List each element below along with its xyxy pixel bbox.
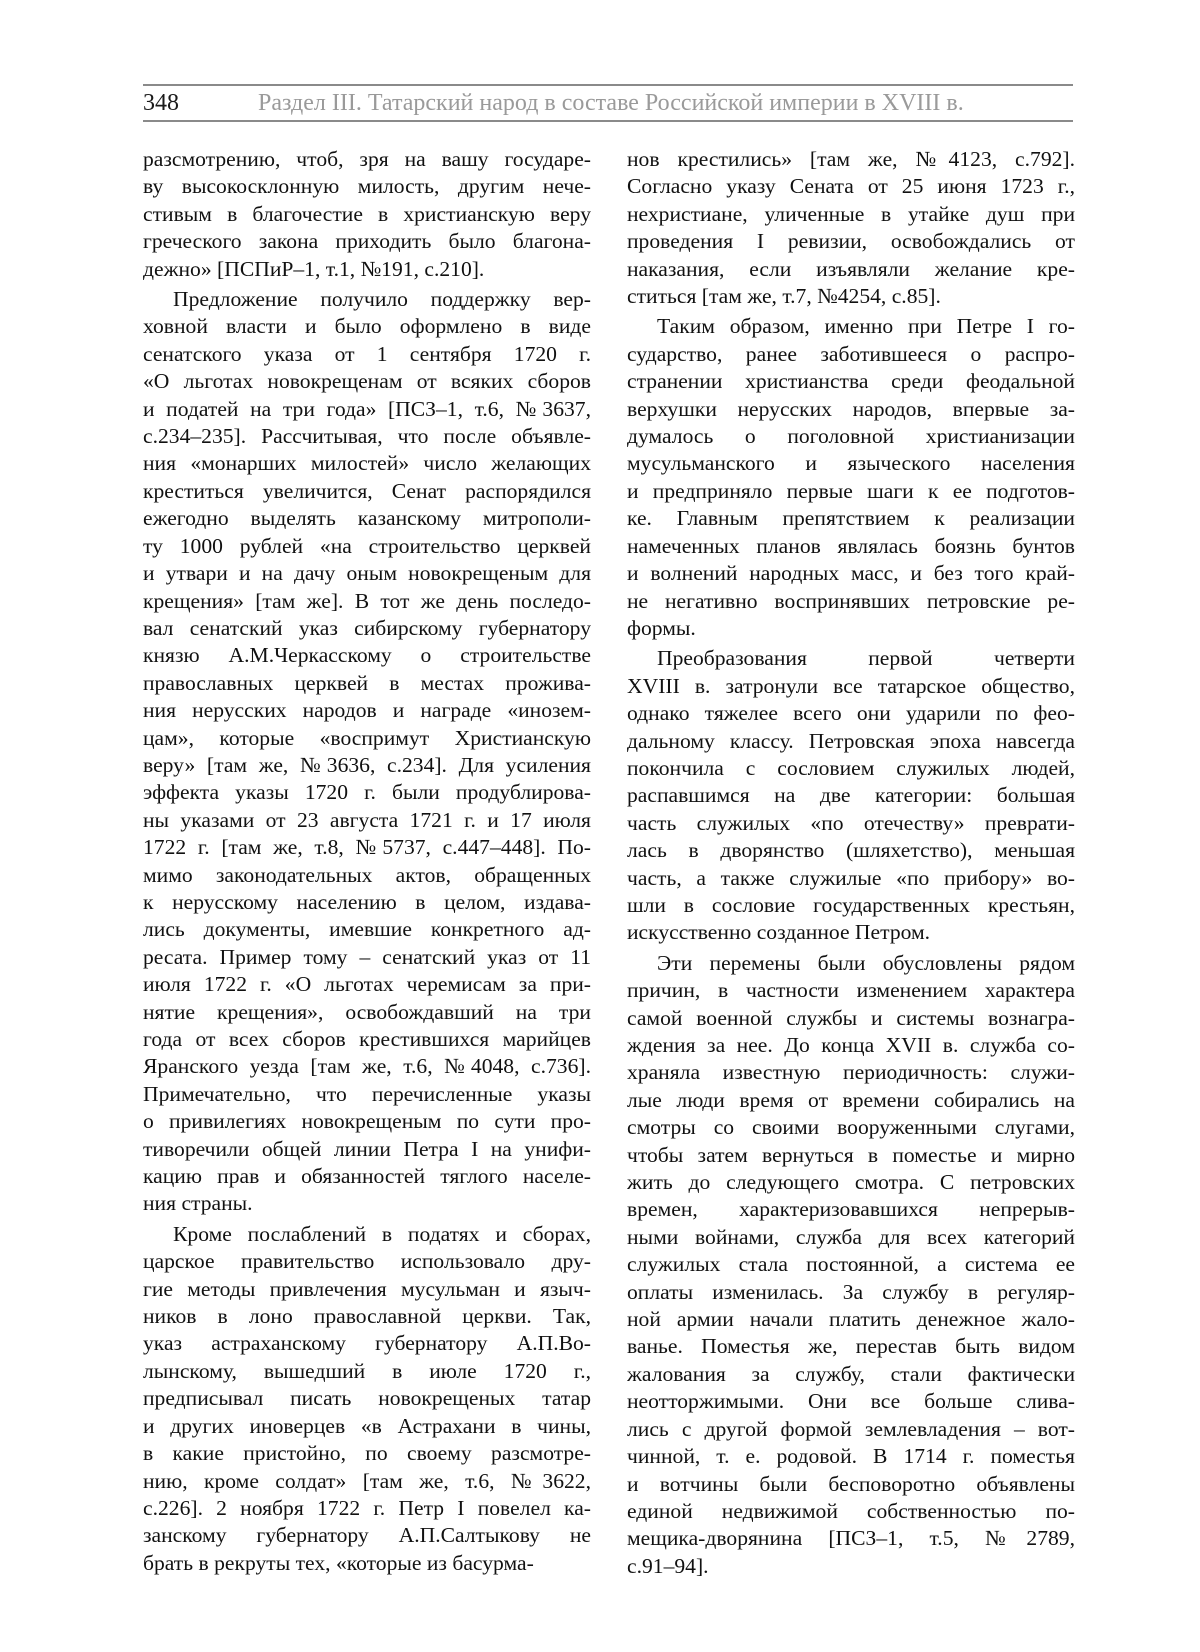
text-line: самой военной службы и системы вознагра-: [627, 1005, 1075, 1030]
text-line: эффекта указы 1720 г. были продублирова-: [143, 780, 591, 805]
text-line: ников в лоно православной церкви. Так,: [143, 1304, 591, 1329]
text-line: предписывал писать новокрещеных татар: [143, 1386, 591, 1411]
text-line: греческого закона приходить было благона-: [143, 229, 591, 254]
text-line: с.234–235]. Рассчитывая, что после объявле-: [143, 424, 591, 449]
running-header: [143, 84, 1073, 122]
text-line: ховной власти и было оформлено в виде: [143, 314, 591, 339]
text-line: с.226]. 2 ноября 1722 г. Петр I повелел ка-: [143, 1495, 591, 1520]
text-line: ными войнами, служба для всех категорий: [627, 1224, 1075, 1249]
text-line: ке. Главным препятствием к реализации: [627, 506, 1075, 531]
text-line: причин, в частности изменением характера: [627, 978, 1075, 1003]
text-line: дежно» [ПСПиР–1, т.1, №191, с.210].: [143, 256, 485, 281]
text-line: вал сенатский указ сибирскому губернатору: [143, 615, 591, 640]
paragraph: [627, 645, 1075, 946]
text-line: ния «монарших милостей» число желающих: [143, 451, 591, 476]
text-line: единой недвижимой собственностью по-: [627, 1498, 1075, 1523]
text-line: жалования за службу, стали фактически: [627, 1361, 1075, 1386]
text-line: проведения I ревизии, освобождались от: [627, 229, 1075, 254]
text-line: Яранского уезда [там же, т.6, №4048, с.736].: [143, 1054, 591, 1079]
text-line: ститься [там же, т.7, №4254, с.85].: [627, 284, 941, 309]
text-line: к нерусскому населению в целом, издава-: [143, 889, 591, 914]
text-line: ны указами от 23 августа 1721 г. и 17 июля: [143, 807, 591, 832]
text-line: нов крестились» [там же, №4123, с.792].: [627, 147, 1075, 171]
text-line: 1722 г. [там же, т.8, №5737, с.447–448]. По-: [143, 835, 591, 860]
text-line: верхушки нерусских народов, впервые за-: [627, 396, 1075, 421]
text-line: указ астраханскому губернатору А.П.Во-: [143, 1331, 591, 1356]
text-line: думалось о поголовной христианизации: [627, 424, 1075, 449]
running-title: Раздел III. Татарский народ в составе Российской империи в XVIII в.: [258, 90, 964, 116]
text-line: лые люди время от времени собирались на: [627, 1087, 1075, 1112]
text-line: дальному классу. Петровская эпоха навсегда: [627, 728, 1075, 753]
paragraph: [627, 950, 1075, 1580]
text-line: XVIII в. затронули все татарское общество,: [627, 673, 1075, 698]
text-line: ту 1000 рублей «на строительство церквей: [143, 533, 591, 558]
text-line: «О льготах новокрещенам от всяких сборов: [143, 369, 591, 394]
paragraph: [627, 146, 1075, 310]
text-line: года от всех сборов крестившихся марийцев: [143, 1027, 591, 1051]
text-line: крещения» [там же]. В тот же день последо-: [143, 588, 591, 613]
text-line: ния страны.: [143, 1191, 253, 1216]
text-line: лись с другой формой землевладения – вот-: [627, 1416, 1075, 1441]
text-line: в какие пристойно, по своему разсмотре-: [143, 1441, 591, 1466]
text-line: ной армии начали платить денежное жало-: [627, 1307, 1075, 1332]
text-line: июля 1722 г. «О льготах черемисам за при-: [143, 972, 591, 997]
text-line: гие методы привлечения мусульман и языч-: [143, 1276, 591, 1301]
text-line: Примечательно, что перечисленные указы: [143, 1081, 591, 1106]
text-line: ежегодно выделять казанскому митрополи-: [143, 506, 591, 531]
text-line: лынскому, вышедший в июле 1720 г.,: [143, 1358, 591, 1383]
text-line: смотры со своими вооруженными слугами,: [627, 1115, 1075, 1140]
text-line: тиворечили общей линии Петра I на унифи-: [143, 1136, 591, 1161]
text-line: Предложение получило поддержку вер-: [173, 287, 591, 312]
text-line: и предприняло первые шаги к ее подготов-: [627, 478, 1075, 503]
text-line: ванье. Поместья же, перестав быть видом: [627, 1334, 1075, 1359]
text-line: и других иноверцев «в Астрахани в чины,: [143, 1413, 591, 1438]
text-line: нию, кроме солдат» [там же, т.6, №3622,: [143, 1468, 591, 1493]
text-line: часть, а также служилые «по прибору» во-: [627, 865, 1075, 890]
text-line: разсмотрению, чтоб, зря на вашу государе-: [143, 147, 591, 171]
text-line: ждения за нее. До конца XVII в. служба со-: [627, 1033, 1075, 1057]
text-line: мусульманского и языческого населения: [627, 451, 1075, 476]
text-line: мещика-дворянина [ПСЗ–1, т.5, №2789,: [627, 1526, 1075, 1551]
text-line: православных церквей в местах прожива-: [143, 670, 591, 695]
paragraph: [143, 1221, 591, 1577]
text-line: служилых стала постоянной, а система ее: [627, 1252, 1075, 1277]
paragraph: [143, 286, 591, 1218]
text-line: сенатского указа от 1 сентября 1720 г.: [143, 341, 591, 366]
right-text-column: [627, 146, 1075, 1580]
text-line: Согласно указу Сената от 25 июня 1723 г.,: [627, 174, 1075, 199]
text-line: чтобы затем вернуться в поместье и мирно: [627, 1142, 1075, 1167]
text-line: распавшимся на две категории: большая: [627, 783, 1075, 808]
text-line: лись документы, имевшие конкретного ад-: [143, 917, 591, 942]
text-line: искусственно созданное Петром.: [627, 920, 931, 945]
text-line: сударство, ранее заботившееся о распро-: [627, 341, 1075, 366]
text-line: чинной, т. е. родовой. В 1714 г. поместья: [627, 1444, 1075, 1469]
text-line: времен, характеризовавшихся непрерыв-: [627, 1197, 1075, 1222]
left-text-column: [143, 146, 591, 1577]
text-line: ресата. Пример тому – сенатский указ от 11: [143, 944, 591, 969]
text-line: и податей на три года» [ПСЗ–1, т.6, №3637,: [143, 396, 591, 421]
text-line: Кроме послаблений в податях и сборах,: [173, 1221, 591, 1246]
text-line: веру» [там же, №3636, с.234]. Для усиления: [143, 752, 591, 777]
text-line: креститься увеличится, Сенат распорядился: [143, 478, 591, 503]
text-line: храняла известную периодичность: служи-: [627, 1060, 1075, 1085]
text-line: стивым в благочестие в христианскую веру: [143, 201, 591, 226]
text-line: цам», которые «воспримут Христианскую: [143, 725, 591, 750]
page-number: 348: [143, 90, 179, 116]
text-line: ния нерусских народов и награде «инозем-: [143, 698, 591, 723]
text-line: нятие крещения», освобождавший на три: [143, 999, 591, 1024]
text-line: о привилегиях новокрещеным по сути про-: [143, 1109, 591, 1134]
text-line: часть служилых «по отечеству» преврати-: [627, 810, 1075, 835]
text-line: намеченных планов являлась боязнь бунтов: [627, 533, 1075, 558]
text-line: Преобразования первой четверти: [657, 646, 1075, 671]
text-line: не негативно воспринявших петровские ре-: [627, 588, 1075, 613]
text-line: брать в рекруты тех, «которые из басурма-: [143, 1550, 534, 1575]
text-line: и волнений народных масс, и без того край-: [627, 561, 1075, 586]
text-line: оплаты изменилась. За службу в регуляр-: [627, 1279, 1075, 1304]
paragraph: [143, 146, 591, 283]
text-line: Эти перемены были обусловлены рядом: [657, 950, 1075, 975]
text-line: кацию прав и обязанностей тяглого населе-: [143, 1164, 591, 1189]
paragraph: [627, 313, 1075, 642]
text-line: царское правительство использовало дру-: [143, 1249, 591, 1274]
text-line: странении христианства среди феодальной: [627, 369, 1075, 394]
text-line: с.91–94].: [627, 1553, 709, 1578]
text-line: мимо законодательных актов, обращенных: [143, 862, 591, 887]
text-line: формы.: [627, 615, 696, 640]
text-line: покончила с сословием служилых людей,: [627, 755, 1075, 780]
text-line: князю А.М.Черкасскому о строительстве: [143, 643, 591, 668]
text-line: шли в сословие государственных крестьян,: [627, 892, 1075, 917]
text-line: жить до следующего смотра. С петровских: [627, 1170, 1075, 1195]
text-line: и вотчины были бесповоротно объявлены: [627, 1471, 1075, 1496]
text-line: наказания, если изъявляли желание кре-: [627, 256, 1075, 281]
text-line: нехристиане, уличенные в утайке душ при: [627, 201, 1075, 226]
text-line: неотторжимыми. Они все больше слива-: [627, 1389, 1075, 1414]
text-line: и утвари и на дачу оным новокрещеным для: [143, 561, 591, 586]
text-line: Таким образом, именно при Петре I го-: [657, 314, 1075, 339]
text-line: занскому губернатору А.П.Салтыкову не: [143, 1523, 591, 1548]
text-line: однако тяжелее всего они ударили по фео-: [627, 701, 1075, 726]
text-line: лась в дворянство (шляхетство), меньшая: [627, 838, 1075, 863]
text-line: ву высокосклонную милость, другим нече-: [143, 174, 591, 199]
